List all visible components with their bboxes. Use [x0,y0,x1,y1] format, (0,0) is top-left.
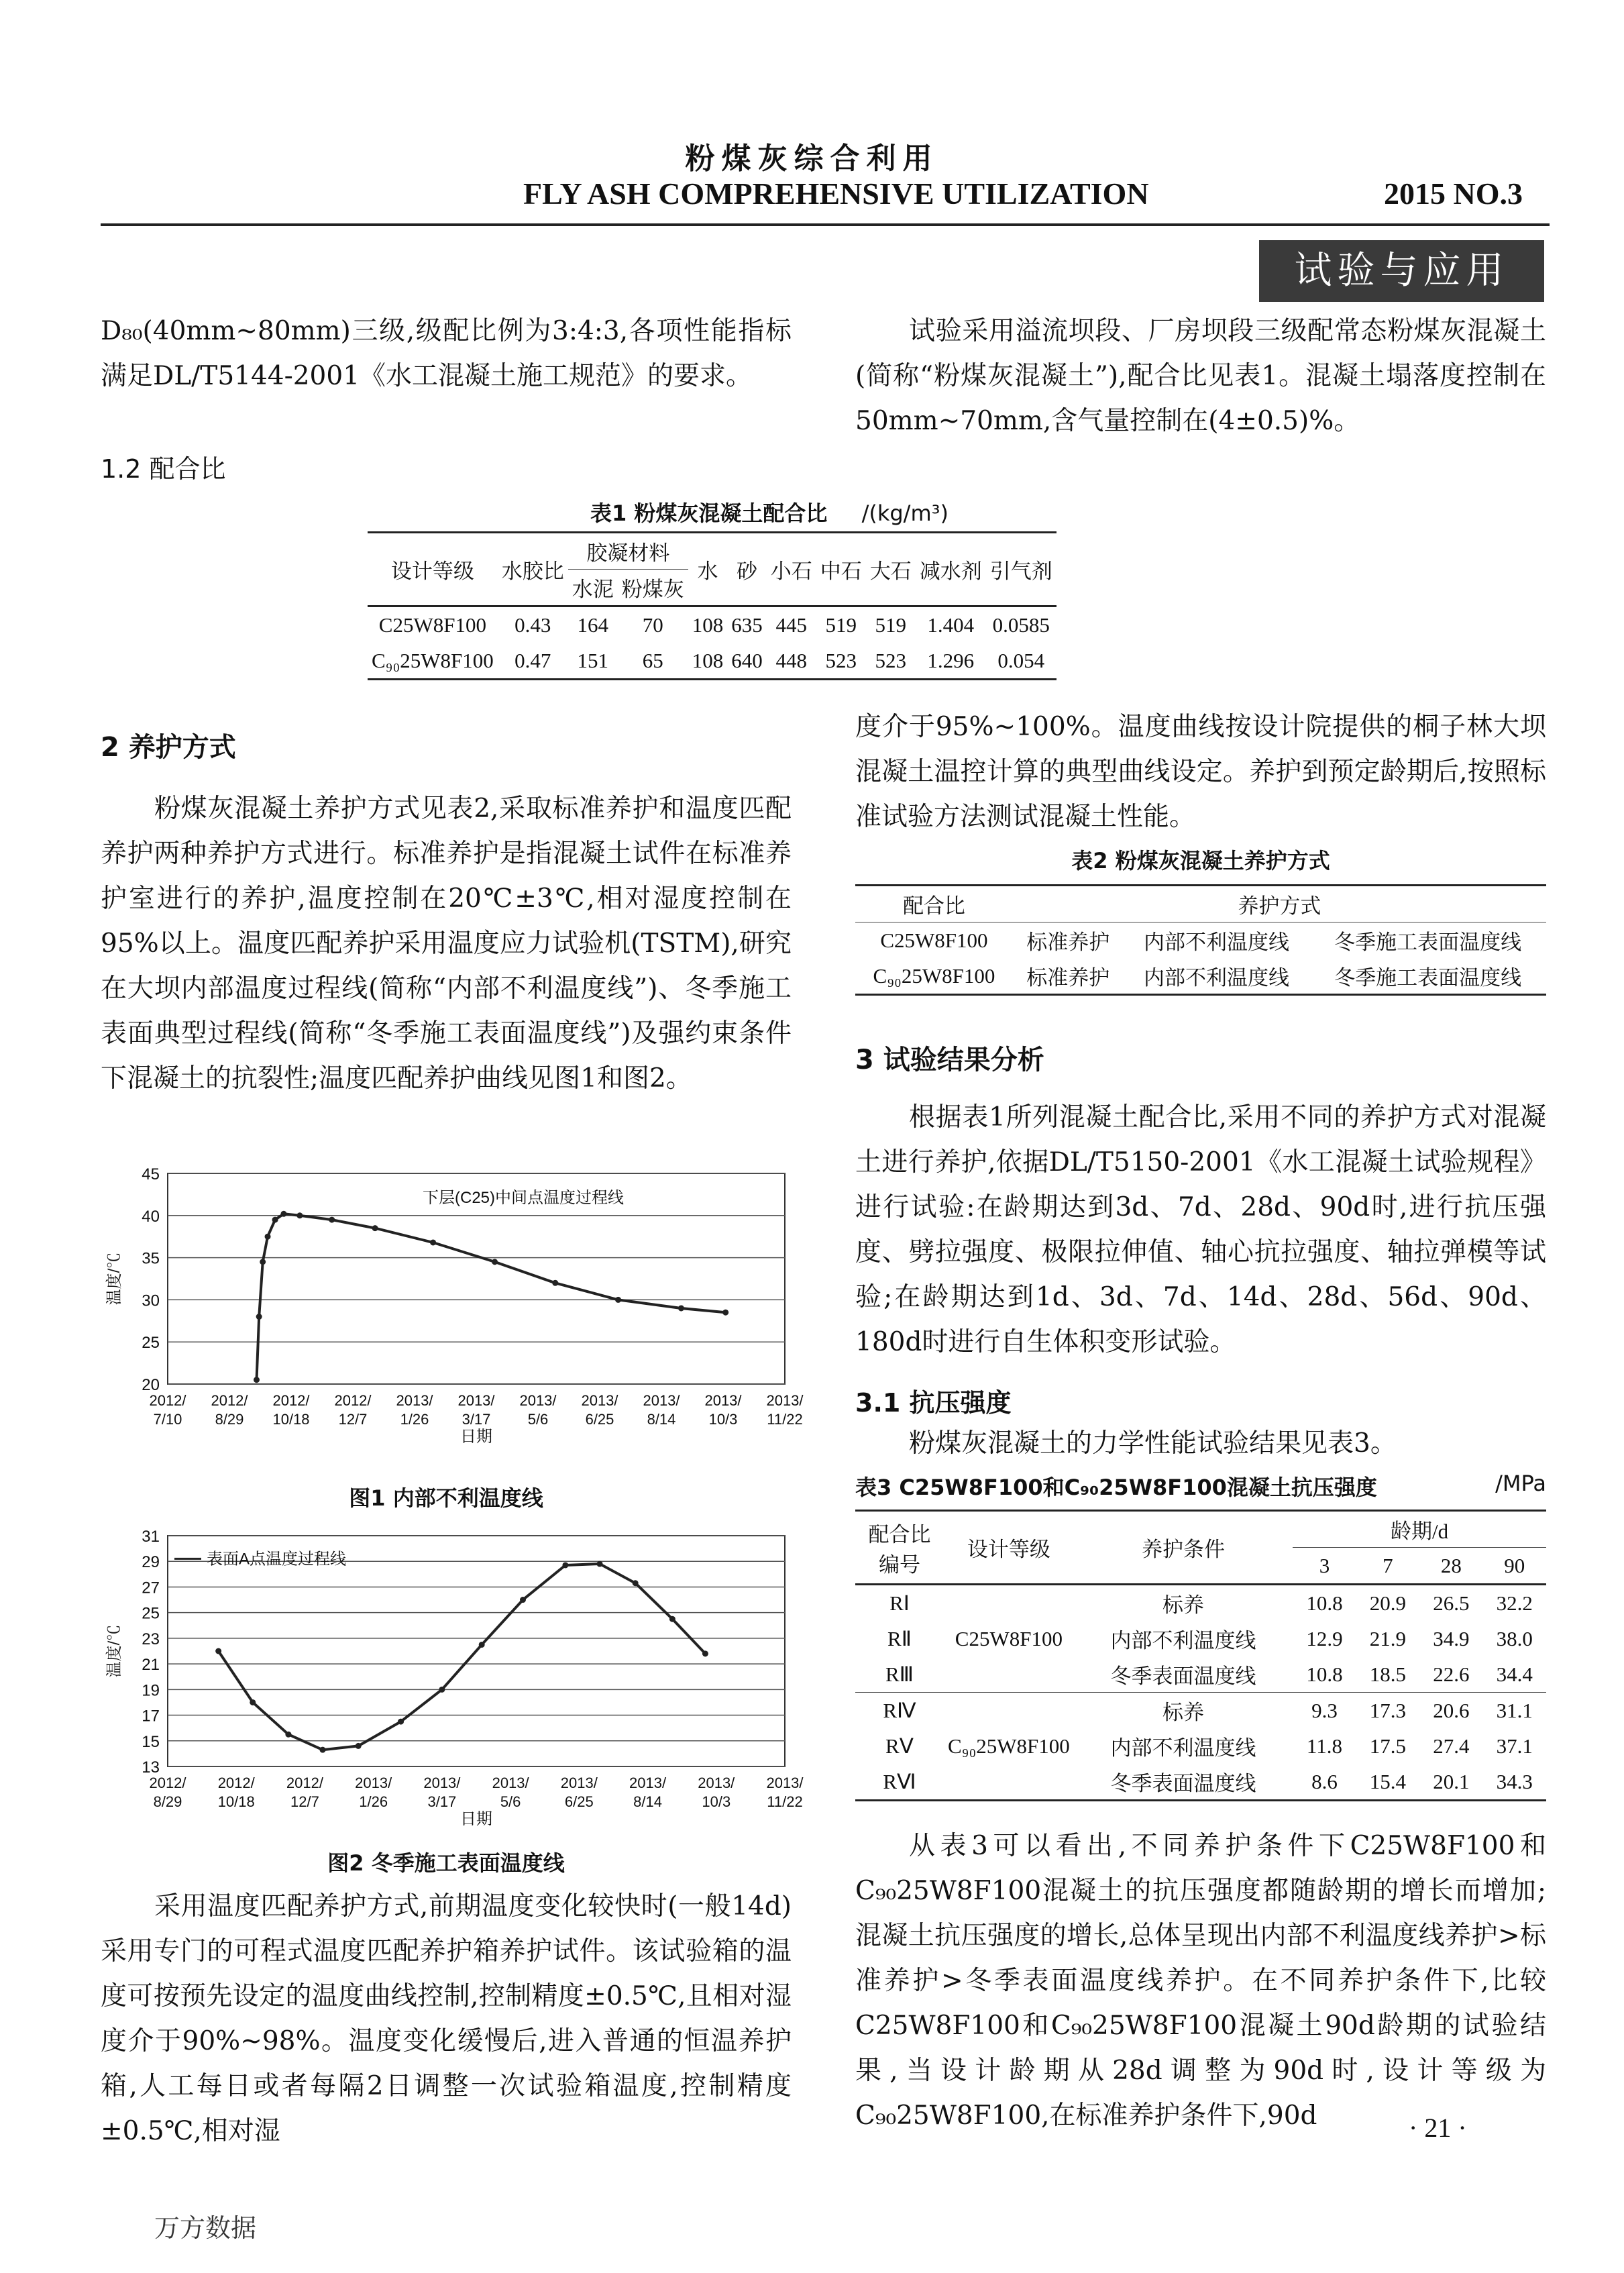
t3-h-age: 龄期/d [1293,1511,1546,1548]
data-point [356,1743,362,1749]
section2-paragraph-1: 粉煤灰混凝土养护方式见表2,采取标准养护和温度匹配养护两种养护方式进行。标准养护是指混凝土试件在标准养护室进行的养护,温度控制在20℃±3℃,相对湿度控制在95%以上。温度匹配养护采用温度应力试验机(TSTM),研究在大坝内部温度过程线(简称“内部不利温度线”)、冬季施工表面典型过程线(简称“冬季施工表面温度线”)及强约束条件下混凝土的抗裂性;温度匹配养护曲线见图1和图2。 [101,794,792,1094]
t1-h-wb: 水胶比 [498,533,568,606]
t3-cell: 17.5 [1369,1734,1407,1758]
data-point [250,1699,256,1705]
y-tick-label: 40 [142,1207,160,1226]
t2-cell: 标准养护 [1026,966,1110,990]
data-point [260,1259,266,1265]
data-point [722,1310,728,1316]
x-tick-label-line: 2012/ [334,1392,372,1409]
t3-cell: 10.8 [1306,1662,1343,1686]
x-tick-label-line: 2013/ [355,1775,392,1791]
data-point [254,1377,260,1383]
heading-3-1: 3.1 抗压强度 [855,1388,1012,1418]
t1-cell: 523 [875,648,907,672]
t1-cell: 523 [825,648,857,672]
t2-h-curing: 养护方式 [1238,894,1321,918]
x-tick-label [149,1775,186,1810]
section3-paragraph-1: 根据表1所列混凝土配合比,采用不同的养护方式对混凝土进行养护,依据DL/T5150-2001《水工混凝土试验规程》进行试验:在龄期达到3d、7d、28d、90d时,进行抗压强度、劈拉强度、极限拉伸值、轴心抗拉强度、轴拉弹模等试验;在龄期达到1d、3d、7d、14d、28d、56d、90d、180d时进行自生体积变形试验。 [855,1102,1546,1357]
t1-cell: 640 [731,648,763,672]
y-tick-label: 15 [142,1732,160,1751]
right-bottom-paragraph: 从表3可以看出,不同养护条件下C25W8F100和C₉₀25W8F100混凝土的抗压强度都随龄期的增长而增加;混凝土抗压强度的增长,总体呈现出内部不利温度线养护>标准养护>冬季表面温度线养护。在不同养护条件下,比较C25W8F100和C₉₀25W8F100混凝土90d龄期的试验结果,当设计龄期从28d调整为90d时,设计等级为C₉₀25W8F100,在标准养护条件下,90d [855,1831,1546,2131]
table3-caption-text: 表3 C25W8F100和C₉₀25W8F100混凝土抗压强度 [855,1475,1377,1500]
t1-cell: 1.296 [927,648,975,672]
journal-title-en: FLY ASH COMPREHENSIVE UTILIZATION [523,176,1149,211]
t3-cell: RⅢ [885,1662,914,1686]
data-point [272,1217,278,1223]
heading-3: 3 试验结果分析 [855,1045,1044,1075]
x-tick-label-line: 11/22 [767,1411,803,1428]
x-tick-label-line: 6/25 [585,1411,614,1428]
t1-h-mid: 中石 [816,533,866,606]
t3-cell: RⅠ [889,1591,910,1615]
data-point [562,1562,568,1568]
table1-caption [590,496,949,527]
t2-cell: 内部不利温度线 [1143,966,1289,990]
x-axis-label: 日期 [460,1428,492,1446]
x-tick-label-line: 2013/ [766,1392,804,1409]
t3-h-curing: 养护条件 [1074,1511,1293,1585]
figure2-chart [101,1526,804,1828]
x-tick-label-line: 2013/ [629,1775,667,1791]
section-label: 试验与应用 [1259,240,1544,302]
data-point [552,1280,558,1286]
data-point [492,1259,498,1265]
t1-cell: 1.404 [927,613,975,637]
x-tick-label-line: 10/18 [272,1411,310,1428]
y-tick-label: 25 [142,1604,160,1623]
data-point [597,1561,603,1567]
y-axis-label: 温度/℃ [105,1624,123,1678]
t3-group-grade: C₉₀25W8F100 [948,1734,1070,1758]
t3-cell: 37.1 [1496,1734,1533,1758]
figure1-chart [101,1164,804,1446]
x-tick-label-line: 2013/ [457,1392,495,1409]
t3-cell: 18.5 [1369,1662,1407,1686]
y-tick-label: 25 [142,1334,160,1353]
x-axis-label: 日期 [460,1810,492,1828]
t1-cell: C25W8F100 [378,613,486,637]
x-tick-label-line: 6/25 [564,1793,594,1810]
y-tick-label: 29 [142,1553,160,1572]
y-tick-label: 21 [142,1656,160,1675]
data-point [430,1239,436,1245]
data-point [439,1687,445,1693]
data-point [633,1580,639,1586]
issue-number: 2015 NO.3 [1384,176,1523,211]
t3-cell: RⅤ [885,1734,914,1758]
t3-cell: 15.4 [1369,1769,1407,1793]
page-number: · 21 · [1409,2113,1467,2143]
series-line [219,1564,706,1750]
x-tick-label [766,1775,804,1810]
t2-cell: 内部不利温度线 [1143,931,1289,954]
t3-cell: 21.9 [1369,1626,1407,1650]
data-point [398,1719,404,1725]
t2-cell: C25W8F100 [880,928,988,952]
data-point [215,1648,221,1654]
x-tick-label-line: 10/18 [217,1793,255,1810]
data-point [702,1650,708,1656]
t3-cell: 冬季表面温度线 [1110,1772,1256,1795]
x-tick-label-line: 2013/ [698,1775,735,1791]
data-point [296,1212,303,1218]
y-tick-label: 45 [142,1165,160,1183]
t1-cell: 65 [642,648,663,672]
x-tick-label [149,1392,186,1428]
t3-cell: RⅥ [883,1769,916,1793]
data-point [265,1234,271,1240]
right-mid-paragraph: 度介于95%~100%。温度曲线按设计院提供的桐子林大坝混凝土温控计算的典型曲线设定。养护到预定龄期后,按照标准试验方法测试混凝土性能。 [855,712,1546,832]
t1-h-cement: 水泥 [568,570,618,606]
t2-cell: 冬季施工表面温度线 [1334,966,1522,990]
data-point [280,1211,286,1217]
y-tick-label: 30 [142,1291,160,1310]
table3 [855,1510,1546,1801]
table1-caption-text: 表1 粉煤灰混凝土配合比 [590,500,828,526]
section2-paragraph-2: 采用温度匹配养护方式,前期温度变化较快时(一般14d)采用专门的可程式温度匹配养护箱养护试件。该试验箱的温度可按预先设定的温度曲线控制,控制精度±0.5℃,且相对湿度介于90%~98%。温度变化缓慢后,进入普通的恒温养护箱,人工每日或者每隔2日调整一次试验箱温度,控制精度±0.5℃,相对湿 [101,1891,792,2146]
x-tick-label [355,1775,392,1810]
t1-h-water: 水 [688,533,728,606]
x-tick-label [334,1392,372,1428]
t1-cell: 519 [875,613,907,637]
x-tick-label-line: 1/26 [400,1411,429,1428]
t1-h-small: 小石 [767,533,816,606]
t2-h-mix: 配合比 [902,894,965,918]
x-tick-label-line: 2013/ [560,1775,598,1791]
x-tick-label-line: 3/17 [462,1411,491,1428]
t3-cell: 22.6 [1433,1662,1470,1686]
t3-cell: 标养 [1162,1593,1205,1617]
t1-cell: 70 [642,613,663,637]
t1-cell: 445 [775,613,808,637]
x-tick-label-line: 2013/ [492,1775,529,1791]
x-tick-label-line: 2013/ [581,1392,618,1409]
x-tick-label-line: 12/7 [338,1411,368,1428]
t1-cell: 0.43 [515,613,551,637]
left-top-paragraph: D₈₀(40mm~80mm)三级,级配比例为3:4:3,各项性能指标满足DL/T5144-2001《水工混凝土施工规范》的要求。 [101,316,792,391]
data-point [678,1305,684,1311]
x-tick-label-line: 11/22 [767,1793,803,1810]
t3-cell: 38.0 [1496,1626,1533,1650]
x-tick-label-line: 5/6 [527,1411,549,1428]
x-tick-label-line: 5/6 [500,1793,521,1810]
table1-unit: /(kg/m³) [861,500,949,526]
x-tick-label-line: 2013/ [396,1392,433,1409]
x-tick-label-line: 1/26 [359,1793,388,1810]
t2-cell: C₉₀25W8F100 [873,963,995,988]
x-tick-label-line: 2013/ [766,1775,804,1791]
x-tick-label-line: 12/7 [290,1793,319,1810]
x-tick-label [218,1775,256,1810]
data-point [320,1747,326,1753]
x-tick-label-line: 2013/ [519,1392,557,1409]
x-tick-label-line: 8/29 [215,1411,244,1428]
t1-h-big: 大石 [866,533,916,606]
journal-title-cn: 粉煤灰综合利用 [685,142,939,176]
data-point [520,1597,526,1603]
t1-cell: 0.054 [997,648,1045,672]
t1-cell: 0.0585 [992,613,1050,637]
data-point [285,1732,291,1738]
x-tick-label [643,1392,680,1428]
y-tick-label: 20 [142,1376,160,1394]
table3-caption [855,1471,1546,1501]
t1-h-reducer: 减水剂 [916,533,986,606]
data-point [256,1314,262,1320]
legend-label: 下层(C25)中间点温度过程线 [423,1189,625,1207]
t1-cell: 635 [731,613,763,637]
t3-cell: 20.1 [1433,1769,1470,1793]
x-tick-label-line: 2012/ [149,1775,186,1791]
t2-cell: 冬季施工表面温度线 [1334,931,1522,954]
heading-1-2: 1.2 配合比 [101,454,226,484]
t3-cell: 内部不利温度线 [1110,1736,1256,1760]
y-tick-label: 13 [142,1758,160,1777]
t3-cell: 26.5 [1433,1591,1470,1615]
t3-h-mixno: 配合比编号 [855,1511,944,1585]
table2 [855,884,1546,996]
t3-cell: RⅡ [887,1626,912,1650]
t3-h-grade: 设计等级 [944,1511,1074,1585]
t1-h-air: 引气剂 [986,533,1057,606]
x-tick-label-line: 3/17 [427,1793,457,1810]
x-tick-label-line: 10/3 [708,1411,738,1428]
t3-cell: 9.3 [1311,1698,1338,1722]
legend-label: 表面A点温度过程线 [207,1550,347,1569]
watermark: 万方数据 [154,2213,257,2243]
section3-paragraph-2: 粉煤灰混凝土的力学性能试验结果见表3。 [909,1428,1397,1459]
y-tick-label: 19 [142,1681,160,1700]
t3-cell: 11.8 [1306,1734,1342,1758]
y-tick-label: 23 [142,1630,160,1648]
t3-cell: 31.1 [1496,1698,1533,1722]
t3-cell: 20.9 [1369,1591,1407,1615]
t3-cell: 8.6 [1311,1769,1338,1793]
x-tick-label [211,1392,248,1428]
t1-h-flyash: 粉煤灰 [618,570,688,606]
t3-cell: 标养 [1162,1701,1205,1724]
t3-cell: 34.4 [1496,1662,1533,1686]
data-point [372,1225,378,1231]
figure2-caption: 图2 冬季施工表面温度线 [327,1850,565,1876]
x-tick-label [286,1775,324,1810]
t3-h-age-90: 90 [1504,1553,1525,1577]
table2-caption: 表2 粉煤灰混凝土养护方式 [1071,848,1330,874]
x-tick-label-line: 8/29 [153,1793,182,1810]
x-tick-label [492,1775,530,1810]
x-tick-label [698,1775,735,1810]
t3-group-grade: C25W8F100 [955,1626,1063,1650]
x-tick-label-line: 2012/ [286,1775,323,1791]
x-tick-label [423,1775,461,1810]
x-tick-label-line: 2012/ [149,1392,186,1409]
t3-cell: 32.2 [1496,1591,1533,1615]
x-tick-label [519,1392,557,1428]
t3-cell: 冬季表面温度线 [1110,1664,1256,1688]
x-tick-label [396,1392,433,1428]
t3-cell: 17.3 [1369,1698,1407,1722]
t2-cell: 标准养护 [1026,931,1110,954]
t1-cell: C₉₀25W8F100 [372,648,494,672]
t3-h-age-3: 3 [1319,1553,1330,1577]
t1-cell: 448 [775,648,808,672]
t1-h-grade: 设计等级 [368,533,498,606]
table3-unit: /MPa [1495,1471,1546,1496]
t1-cell: 108 [692,648,724,672]
t1-h-sand: 砂 [727,533,767,606]
y-axis-label: 温度/℃ [105,1252,123,1306]
x-tick-label [457,1392,495,1428]
data-point [479,1642,485,1648]
t3-cell: 34.9 [1433,1626,1470,1650]
right-top-paragraph: 试验采用溢流坝段、厂房坝段三级配常态粉煤灰混凝土(简称“粉煤灰混凝土”),配合比见表1。混凝土塌落度控制在50mm~70mm,含气量控制在(4±0.5)%。 [855,316,1546,436]
x-tick-label-line: 7/10 [153,1411,182,1428]
data-point [615,1297,621,1303]
x-tick-label-line: 8/14 [647,1411,676,1428]
t1-cell: 0.47 [515,648,551,672]
x-tick-label-line: 2013/ [423,1775,461,1791]
x-tick-label-line: 2013/ [643,1392,680,1409]
header-rule [101,223,1550,226]
x-tick-label-line: 8/14 [633,1793,662,1810]
figure1-caption: 图1 内部不利温度线 [349,1485,543,1511]
x-tick-label [704,1392,742,1428]
y-tick-label: 31 [142,1528,160,1546]
x-tick-label [581,1392,618,1428]
series-line [257,1214,726,1379]
t1-cell: 108 [692,613,724,637]
t1-cell: 164 [577,613,609,637]
y-tick-label: 27 [142,1579,160,1597]
y-tick-label: 17 [142,1707,160,1726]
x-tick-label-line: 2012/ [272,1392,310,1409]
y-tick-label: 35 [142,1249,160,1268]
data-point [329,1217,335,1223]
t1-cell: 519 [825,613,857,637]
t3-cell: 内部不利温度线 [1110,1629,1256,1652]
x-tick-label-line: 2012/ [217,1775,255,1791]
t1-h-binder: 胶凝材料 [568,533,688,570]
x-tick-label-line: 2013/ [704,1392,742,1409]
x-tick-label-line: 2012/ [211,1392,248,1409]
t3-cell: 27.4 [1433,1734,1470,1758]
x-tick-label [272,1392,310,1428]
x-tick-label [561,1775,598,1810]
x-tick-label [766,1392,804,1428]
t3-cell: 10.8 [1306,1591,1343,1615]
t3-cell: 34.3 [1496,1769,1533,1793]
t3-h-age-7: 7 [1383,1553,1393,1577]
x-tick-label [629,1775,667,1810]
x-tick-label-line: 10/3 [702,1793,731,1810]
table1 [368,531,1057,680]
t3-cell: 12.9 [1306,1626,1343,1650]
t3-h-age-28: 28 [1440,1553,1462,1577]
t1-cell: 151 [577,648,609,672]
t3-cell: RⅣ [883,1698,916,1722]
heading-2: 2 养护方式 [101,732,236,763]
t3-cell: 20.6 [1433,1698,1470,1722]
data-point [669,1616,675,1622]
